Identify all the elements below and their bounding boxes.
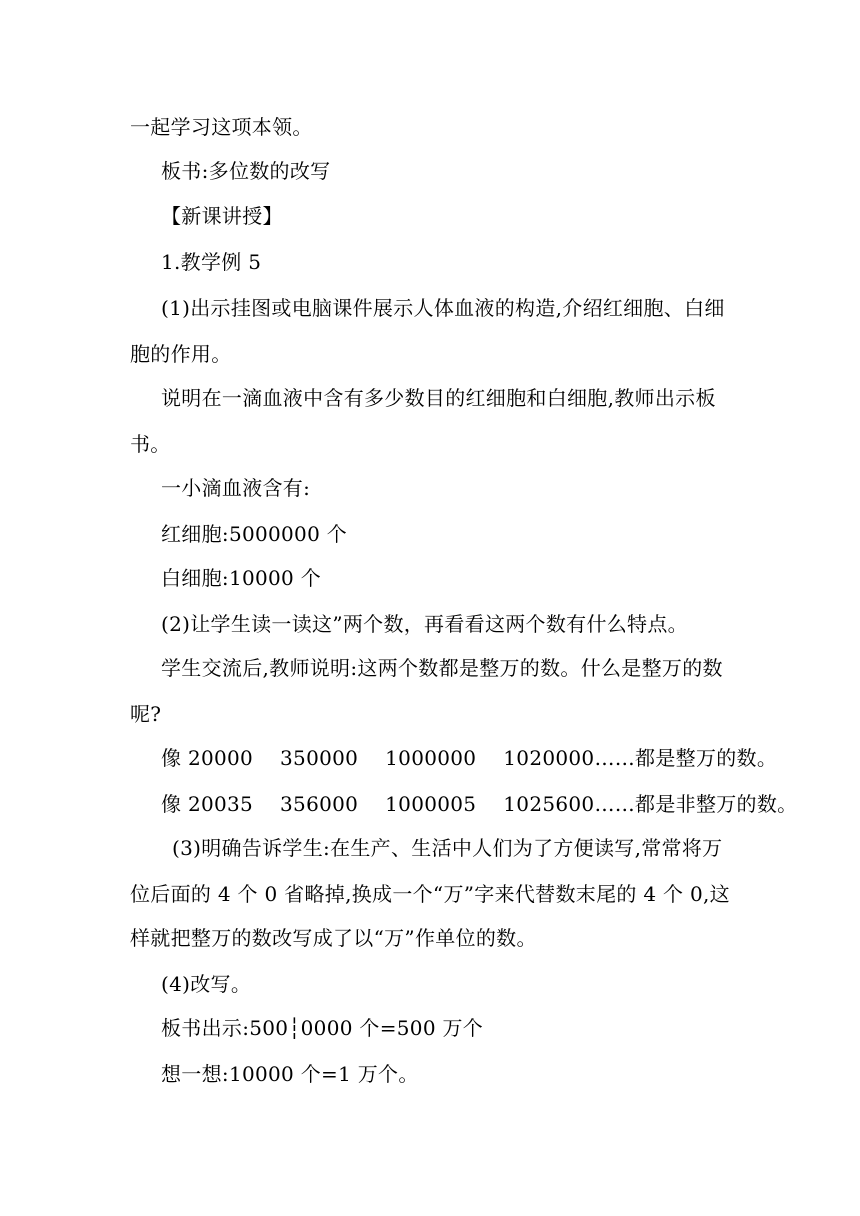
text-line-1: 一起学习这项本领。 <box>130 115 313 139</box>
text-line-22: 想一想:10000 个=1 万个。 <box>161 1062 419 1086</box>
text-line-5: (1)出示挂图或电脑课件展示人体血液的构造,介绍红细胞、白细 <box>161 296 725 320</box>
text-line-19: 样就把整万的数改写成了以“万”作单位的数。 <box>130 926 537 950</box>
text-line-14: 呢? <box>130 702 162 726</box>
text-line-9: 一小滴血液含有: <box>161 476 311 500</box>
text-line-11: 白细胞:10000 个 <box>161 566 322 590</box>
text-line-20: (4)改写。 <box>161 972 252 996</box>
text-line-10: 红细胞:5000000 个 <box>161 522 348 546</box>
text-line-6: 胞的作用。 <box>130 342 232 366</box>
text-line-13: 学生交流后,教师说明:这两个数都是整万的数。什么是整万的数 <box>161 656 723 680</box>
text-line-21: 板书出示:500┆0000 个=500 万个 <box>161 1016 484 1040</box>
text-line-17: (3)明确告诉学生:在生产、生活中人们为了方便读写,常常将万 <box>172 836 723 860</box>
text-line-7: 说明在一滴血液中含有多少数目的红细胞和白细胞,教师出示板 <box>161 386 716 410</box>
text-line-8: 书。 <box>130 432 171 456</box>
section-heading-new-lesson: 【新课讲授】 <box>161 204 283 228</box>
text-line-2: 板书:多位数的改写 <box>161 159 331 183</box>
text-line-15: 像 20000 350000 1000000 1020000……都是整万的数。 <box>161 746 778 770</box>
text-line-18: 位后面的 4 个 0 省略掉,换成一个“万”字来代替数末尾的 4 个 0,这 <box>130 882 730 906</box>
text-line-16: 像 20035 356000 1000005 1025600……都是非整万的数。 <box>161 792 798 816</box>
text-line-4: 1.教学例 5 <box>161 250 262 274</box>
text-line-12: (2)让学生读一读这”两个数，再看看这两个数有什么特点。 <box>161 612 688 636</box>
